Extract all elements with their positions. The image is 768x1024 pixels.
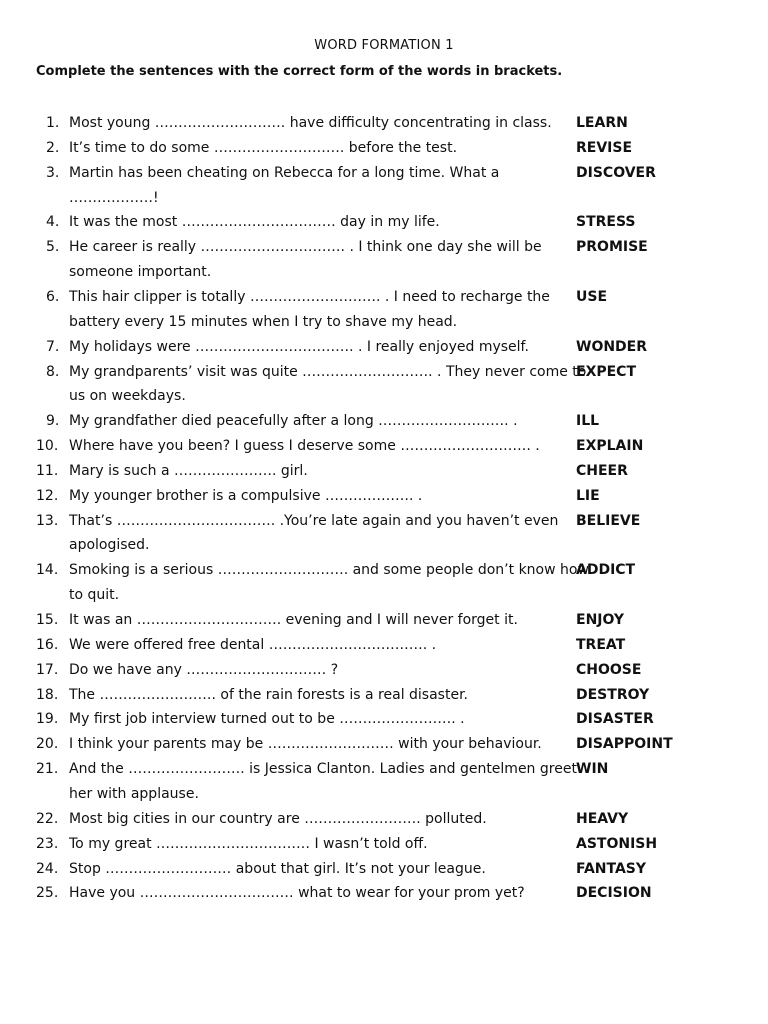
question-text: My grandparents’ visit was quite ………………………. . They never come to <box>69 363 587 380</box>
question-number: 18. <box>36 686 59 703</box>
question-number: 5. <box>46 239 60 256</box>
question-text: ………………! <box>69 189 159 206</box>
question-number: 14. <box>36 562 59 579</box>
question-number: 10. <box>36 438 59 455</box>
question-text: Where have you been? I guess I deserve some ………………………. . <box>69 438 540 455</box>
question-text: Martin has been cheating on Rebecca for a long time. What a <box>69 164 500 181</box>
question-number: 8. <box>46 363 60 380</box>
question-text: The ……………………. of the rain forests is a real disaster. <box>69 686 468 703</box>
bracket-word: CHEER <box>576 462 628 479</box>
question-number: 24. <box>36 860 59 877</box>
question-number: 7. <box>46 338 60 355</box>
bracket-word: DISCOVER <box>576 164 656 181</box>
question-text: He career is really …………………………. . I think one day she will be <box>69 239 542 256</box>
bracket-word: LIE <box>576 487 600 504</box>
bracket-word: ENJOY <box>576 612 625 628</box>
question-number: 15. <box>36 612 59 628</box>
question-text: someone important. <box>69 264 212 281</box>
question-text: My younger brother is a compulsive ………………. . <box>69 487 423 504</box>
question-number: 1. <box>46 115 60 131</box>
bracket-word: EXPECT <box>576 363 637 380</box>
question-text: I think your parents may be ……………………… with your behaviour. <box>69 736 542 753</box>
question-text: That’s ……………………………. .You’re late again and you haven’t even <box>69 512 559 529</box>
question-number: 19. <box>36 711 59 728</box>
bracket-word: WONDER <box>576 338 648 355</box>
question-number: 25. <box>36 885 59 902</box>
question-number: 11. <box>36 462 59 479</box>
question-number: 13. <box>36 512 59 529</box>
bracket-word: FANTASY <box>576 860 647 877</box>
question-text: us on weekdays. <box>69 388 186 405</box>
bracket-word: REVISE <box>576 139 633 156</box>
worksheet-instructions: Complete the sentences with the correct form of the words in brackets. <box>36 64 563 79</box>
worksheet-title: WORD FORMATION 1 <box>314 38 454 53</box>
question-number: 22. <box>36 810 59 827</box>
bracket-word: ADDICT <box>576 562 636 579</box>
question-number: 4. <box>46 214 60 231</box>
bracket-word: BELIEVE <box>576 512 641 529</box>
question-number: 9. <box>46 413 60 430</box>
question-text: We were offered free dental ……………………………. . <box>69 636 437 653</box>
bracket-word: CHOOSE <box>576 661 642 678</box>
question-text: Most big cities in our country are ……………………. polluted. <box>69 810 487 827</box>
bracket-word: USE <box>576 288 608 305</box>
question-text: Have you …………………………… what to wear for your prom yet? <box>69 885 525 902</box>
question-text: My grandfather died peacefully after a long ………………………. . <box>69 413 518 430</box>
question-number: 17. <box>36 661 59 678</box>
question-text: Stop ……………………… about that girl. It’s not your league. <box>69 860 486 877</box>
question-text: And the ……………………. is Jessica Clanton. Ladies and gentelmen greet <box>69 761 577 778</box>
question-number: 12. <box>36 487 59 504</box>
question-text: Mary is such a …………………. girl. <box>69 462 308 479</box>
question-number: 23. <box>36 835 59 852</box>
question-text: My first job interview turned out to be ……………………. . <box>69 711 465 728</box>
bracket-word: DECISION <box>576 885 652 902</box>
question-text: This hair clipper is totally ………………………. . I need to recharge the <box>69 288 550 305</box>
bracket-word: DESTROY <box>576 686 650 703</box>
question-number: 20. <box>36 736 59 753</box>
question-number: 2. <box>46 139 60 156</box>
bracket-word: ASTONISH <box>576 835 658 852</box>
bracket-word: EXPLAIN <box>576 438 644 455</box>
question-text: Smoking is a serious ………………………. and some people don’t know how <box>69 562 589 579</box>
bracket-word: PROMISE <box>576 239 648 256</box>
question-text: Most young ………………………. have difficulty concentrating in class. <box>69 115 552 131</box>
question-text: apologised. <box>69 537 150 554</box>
bracket-word: STRESS <box>576 214 636 231</box>
question-text: battery every 15 minutes when I try to shave my head. <box>69 313 458 330</box>
question-text: Do we have any ………………………… ? <box>69 661 339 678</box>
bracket-word: LEARN <box>576 115 628 131</box>
question-text: My holidays were ……………………………. . I really enjoyed myself. <box>69 338 529 355</box>
question-text: to quit. <box>69 587 120 604</box>
question-text: her with applause. <box>69 785 199 802</box>
question-number: 6. <box>46 288 60 305</box>
question-number: 21. <box>36 761 59 778</box>
question-text: To my great …………………………… I wasn’t told off. <box>69 835 428 852</box>
bracket-word: ILL <box>576 413 600 430</box>
question-text: It was the most …………………………… day in my life. <box>69 214 440 231</box>
bracket-word: TREAT <box>576 636 626 653</box>
question-text: It was an …………………………. evening and I will never forget it. <box>69 612 518 628</box>
question-number: 16. <box>36 636 59 653</box>
bracket-word: DISASTER <box>576 711 654 728</box>
question-text: It’s time to do some ………………………. before the test. <box>69 139 458 156</box>
bracket-word: HEAVY <box>576 810 629 827</box>
bracket-word: DISAPPOINT <box>576 736 673 753</box>
question-number: 3. <box>46 164 60 181</box>
bracket-word: WIN <box>576 761 609 778</box>
